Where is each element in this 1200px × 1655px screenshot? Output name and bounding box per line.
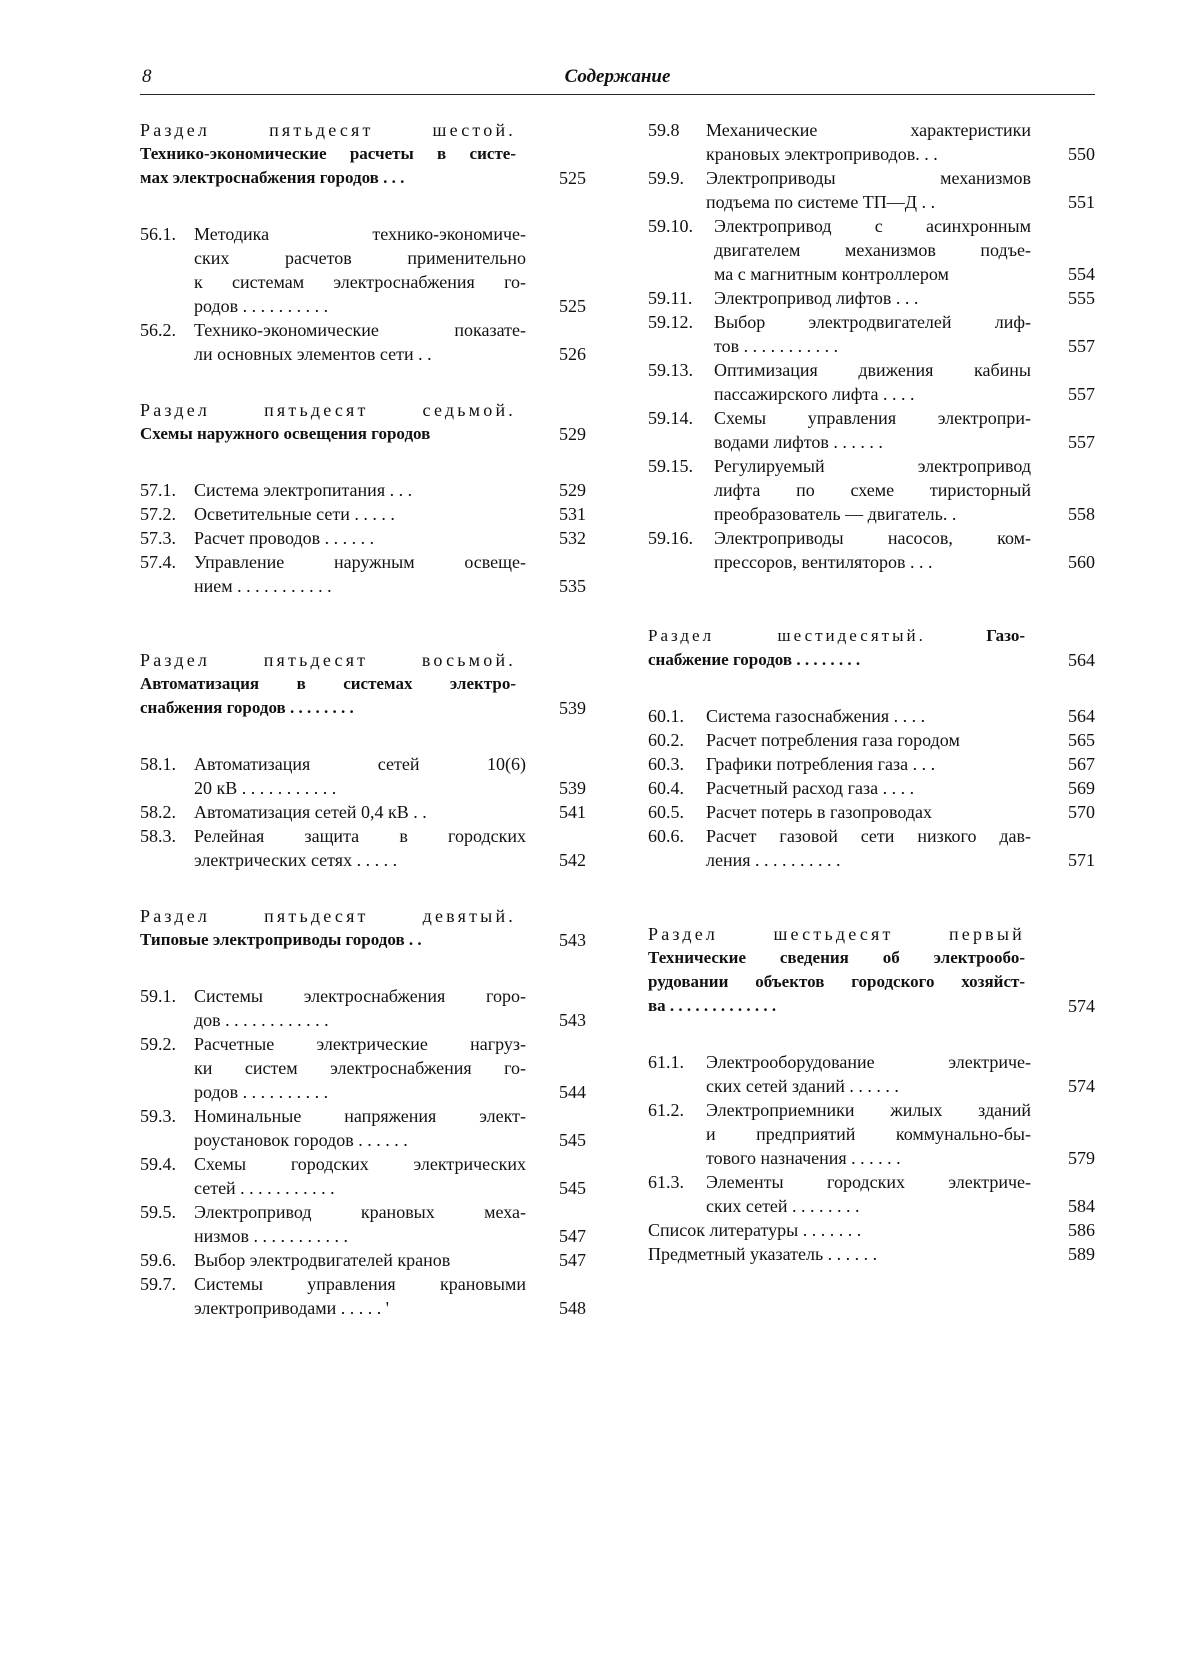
page-ref: 557 bbox=[1068, 336, 1095, 356]
entry-line: Элементы городских электриче- bbox=[706, 1172, 1031, 1192]
toc-entry bbox=[140, 550, 586, 598]
page-ref: 557 bbox=[1068, 432, 1095, 452]
entry-text bbox=[140, 502, 586, 526]
entry-line: Управление наружным освеще- bbox=[194, 552, 526, 572]
page-ref: 547 bbox=[559, 1250, 586, 1270]
entry-number: 57.1. bbox=[140, 480, 176, 500]
section-heading bbox=[648, 624, 1095, 672]
entry-number: 59.11. bbox=[648, 288, 693, 308]
spacer bbox=[648, 1018, 1095, 1050]
entry-number: 59.5. bbox=[140, 1202, 176, 1222]
entry-number: 59.2. bbox=[140, 1034, 176, 1054]
entry-line: ских сетей зданий . . . . . . bbox=[706, 1076, 899, 1096]
toc-entry bbox=[648, 1170, 1095, 1218]
entry-line: двигателем механизмов подъе- bbox=[714, 240, 1031, 260]
entry-text bbox=[140, 824, 586, 872]
entry-line: преобразователь — двигатель. . bbox=[714, 504, 957, 524]
toc-entry bbox=[648, 728, 1095, 752]
spacer bbox=[140, 190, 586, 222]
entry-line: Электрооборудование электриче- bbox=[706, 1052, 1031, 1072]
page-ref: 558 bbox=[1068, 504, 1095, 524]
entry-number: 57.3. bbox=[140, 528, 176, 548]
page-number: 8 bbox=[142, 66, 152, 87]
entry-text bbox=[140, 800, 586, 824]
entry-text bbox=[648, 358, 1095, 406]
entry-text bbox=[140, 1248, 586, 1272]
entry-text bbox=[648, 406, 1095, 454]
toc-entry bbox=[140, 752, 586, 800]
toc-entry bbox=[140, 1200, 586, 1248]
section-heading bbox=[140, 648, 586, 720]
entry-text bbox=[648, 752, 1095, 776]
entry-text bbox=[648, 526, 1095, 574]
entry-line: Электропривод крановых меха- bbox=[194, 1202, 526, 1222]
toc-entry bbox=[140, 1104, 586, 1152]
page-ref: 564 bbox=[1068, 650, 1095, 670]
toc-entry bbox=[648, 1242, 1095, 1266]
entry-number: 60.1. bbox=[648, 706, 684, 726]
entry-line: подъема по системе ТП—Д . . bbox=[706, 192, 936, 212]
entry-line: низмов . . . . . . . . . . . bbox=[194, 1226, 349, 1246]
entry-text bbox=[140, 222, 586, 318]
spacer bbox=[140, 952, 586, 984]
toc-left-column bbox=[140, 118, 586, 1320]
entry-number: 60.4. bbox=[648, 778, 684, 798]
entry-text bbox=[648, 214, 1095, 286]
toc-entry bbox=[648, 1218, 1095, 1242]
toc-entry bbox=[140, 824, 586, 872]
page-ref: 550 bbox=[1068, 144, 1095, 164]
entry-number: 59.4. bbox=[140, 1154, 176, 1174]
toc-entry bbox=[648, 214, 1095, 286]
title-line: Технические сведения об электрообо- bbox=[648, 948, 1025, 967]
page-ref: 551 bbox=[1068, 192, 1095, 212]
page-ref: 529 bbox=[559, 480, 586, 500]
page-ref: 532 bbox=[559, 528, 586, 548]
entry-line: водами лифтов . . . . . . bbox=[714, 432, 883, 452]
entry-text bbox=[140, 118, 586, 190]
entry-number: 57.4. bbox=[140, 552, 176, 572]
entry-line: родов . . . . . . . . . . bbox=[194, 1082, 329, 1102]
entry-line: Расчетный расход газа . . . . bbox=[706, 778, 915, 798]
entry-line: Выбор электродвигателей лиф- bbox=[714, 312, 1031, 332]
entry-text bbox=[140, 550, 586, 598]
entry-text bbox=[648, 118, 1095, 166]
entry-number: 59.3. bbox=[140, 1106, 176, 1126]
entry-line: ских расчетов применительно bbox=[194, 248, 526, 268]
toc-entry bbox=[648, 526, 1095, 574]
toc-entry bbox=[140, 1032, 586, 1104]
entry-line: Электроприводы механизмов bbox=[706, 168, 1031, 188]
page-ref: 529 bbox=[559, 424, 586, 444]
toc-entry bbox=[140, 526, 586, 550]
page-header bbox=[140, 64, 1095, 95]
title-line: Типовые электроприводы городов . . bbox=[140, 930, 422, 949]
section-label: Раздел пятьдесят седьмой. bbox=[140, 400, 516, 420]
toc-entry bbox=[648, 286, 1095, 310]
entry-line: Расчет потребления газа городом bbox=[706, 730, 960, 750]
page-ref: 571 bbox=[1068, 850, 1095, 870]
entry-line: к системам электроснабжения го- bbox=[194, 272, 526, 292]
toc-entry bbox=[648, 752, 1095, 776]
entry-text bbox=[648, 800, 1095, 824]
spacer bbox=[648, 872, 1095, 922]
spacer bbox=[140, 366, 586, 398]
entry-number: 56.1. bbox=[140, 224, 176, 244]
entry-line: 20 кВ . . . . . . . . . . . bbox=[194, 778, 337, 798]
entry-text bbox=[648, 824, 1095, 872]
entry-line: Предметный указатель . . . . . . bbox=[648, 1244, 878, 1264]
title-line: Схемы наружного освещения городов bbox=[140, 424, 431, 443]
entry-line: ления . . . . . . . . . . bbox=[706, 850, 841, 870]
page-ref: 545 bbox=[559, 1130, 586, 1150]
entry-number: 58.2. bbox=[140, 802, 176, 822]
section-label: Раздел пятьдесят девятый. bbox=[140, 906, 516, 926]
section-heading bbox=[140, 118, 586, 190]
title-line: мах электроснабжения городов . . . bbox=[140, 168, 405, 187]
entry-line: сетей . . . . . . . . . . . bbox=[194, 1178, 335, 1198]
entry-text bbox=[140, 904, 586, 952]
page-ref: 539 bbox=[559, 778, 586, 798]
running-title: Содержание bbox=[564, 66, 671, 87]
entry-line: Электропривод с асинхронным bbox=[714, 216, 1031, 236]
entry-number: 58.1. bbox=[140, 754, 176, 774]
page-ref: 569 bbox=[1068, 778, 1095, 798]
toc-entry bbox=[648, 166, 1095, 214]
entry-line: дов . . . . . . . . . . . . bbox=[194, 1010, 329, 1030]
entry-text bbox=[140, 1104, 586, 1152]
section-heading bbox=[140, 398, 586, 446]
entry-text bbox=[648, 776, 1095, 800]
entry-line: Автоматизация сетей 0,4 кВ . . bbox=[194, 802, 427, 822]
page-ref: 574 bbox=[1068, 1076, 1095, 1096]
spacer bbox=[648, 574, 1095, 624]
entry-number: 59.9. bbox=[648, 168, 684, 188]
entry-line: электрических сетях . . . . . bbox=[194, 850, 398, 870]
entry-line: Электропривод лифтов . . . bbox=[714, 288, 919, 308]
entry-line: Системы электроснабжения горо- bbox=[194, 986, 526, 1006]
entry-line: Схемы городских электрических bbox=[194, 1154, 526, 1174]
entry-text bbox=[140, 1032, 586, 1104]
entry-text bbox=[648, 1098, 1095, 1170]
toc-entry bbox=[648, 1098, 1095, 1170]
title-line: ва . . . . . . . . . . . . . bbox=[648, 996, 777, 1015]
title-line bbox=[648, 624, 1025, 648]
toc-entry bbox=[140, 478, 586, 502]
page-ref: 570 bbox=[1068, 802, 1095, 822]
toc-entry bbox=[140, 984, 586, 1032]
entry-text bbox=[648, 922, 1095, 1018]
entry-text bbox=[140, 648, 586, 720]
entry-number: 56.2. bbox=[140, 320, 176, 340]
entry-line: Регулируемый электропривод bbox=[714, 456, 1031, 476]
entry-line: Расчет потерь в газопроводах bbox=[706, 802, 933, 822]
section-heading bbox=[648, 922, 1095, 1018]
entry-text bbox=[648, 1242, 1095, 1266]
page-ref: 539 bbox=[559, 698, 586, 718]
spacer bbox=[140, 720, 586, 752]
entry-number: 58.3. bbox=[140, 826, 176, 846]
entry-line: Номинальные напряжения элект- bbox=[194, 1106, 526, 1126]
toc-entry bbox=[140, 1248, 586, 1272]
section-title bbox=[648, 624, 1025, 672]
toc-entry bbox=[648, 776, 1095, 800]
toc-entry bbox=[140, 1272, 586, 1320]
entry-text bbox=[140, 752, 586, 800]
entry-line: роустановок городов . . . . . . bbox=[194, 1130, 408, 1150]
entry-text bbox=[648, 728, 1095, 752]
entry-line: Релейная защита в городских bbox=[194, 826, 526, 846]
spacer bbox=[648, 672, 1095, 704]
toc-entry bbox=[648, 310, 1095, 358]
entry-line: Оптимизация движения кабины bbox=[714, 360, 1031, 380]
entry-number: 61.2. bbox=[648, 1100, 684, 1120]
entry-line: Осветительные сети . . . . . bbox=[194, 504, 395, 524]
entry-number: 59.8 bbox=[648, 120, 680, 140]
page-ref: 584 bbox=[1068, 1196, 1095, 1216]
entry-line: Система электропитания . . . bbox=[194, 480, 413, 500]
entry-number: 60.6. bbox=[648, 826, 684, 846]
entry-line: Электроприводы насосов, ком- bbox=[714, 528, 1031, 548]
title-text: Газо- bbox=[986, 626, 1025, 645]
section-label: Раздел пятьдесят восьмой. bbox=[140, 650, 516, 670]
entry-line: ма с магнитным контроллером bbox=[714, 264, 949, 284]
entry-line: Электроприемники жилых зданий bbox=[706, 1100, 1031, 1120]
page-ref: 548 bbox=[559, 1298, 586, 1318]
entry-number: 59.15. bbox=[648, 456, 693, 476]
entry-text bbox=[140, 1272, 586, 1320]
entry-text bbox=[140, 984, 586, 1032]
entry-number: 60.2. bbox=[648, 730, 684, 750]
entry-text bbox=[140, 478, 586, 502]
entry-line: родов . . . . . . . . . . bbox=[194, 296, 329, 316]
toc-right-column bbox=[648, 118, 1095, 1266]
page-ref: 526 bbox=[559, 344, 586, 364]
toc-entry bbox=[648, 824, 1095, 872]
entry-line: ли основных элементов сети . . bbox=[194, 344, 432, 364]
entry-line: тового назначения . . . . . . bbox=[706, 1148, 901, 1168]
toc-entry bbox=[648, 454, 1095, 526]
entry-line: тов . . . . . . . . . . . bbox=[714, 336, 839, 356]
page-ref: 543 bbox=[559, 930, 586, 950]
entry-number: 59.1. bbox=[140, 986, 176, 1006]
entry-line: и предприятий коммунально-бы- bbox=[706, 1124, 1031, 1144]
section-title bbox=[140, 422, 516, 446]
toc-entry bbox=[140, 502, 586, 526]
entry-number: 59.6. bbox=[140, 1250, 176, 1270]
toc-entry bbox=[648, 704, 1095, 728]
entry-line: Расчет газовой сети низкого дав- bbox=[706, 826, 1031, 846]
entry-number: 60.3. bbox=[648, 754, 684, 774]
toc-entry bbox=[648, 800, 1095, 824]
entry-line: Выбор электродвигателей кранов bbox=[194, 1250, 451, 1270]
entry-text bbox=[648, 1218, 1095, 1242]
section-title bbox=[648, 946, 1025, 1018]
spacer bbox=[140, 598, 586, 648]
entry-line: нием . . . . . . . . . . . bbox=[194, 576, 332, 596]
entry-line: прессоров, вентиляторов . . . bbox=[714, 552, 933, 572]
entry-line: Методика технико-экономиче- bbox=[194, 224, 526, 244]
title-line: снабжения городов . . . . . . . . bbox=[140, 698, 354, 717]
section-label: Раздел шестьдесят первый bbox=[648, 924, 1025, 944]
page-ref: 547 bbox=[559, 1226, 586, 1246]
section-label: Раздел шестидесятый. bbox=[648, 626, 926, 645]
entry-text bbox=[648, 166, 1095, 214]
entry-line: пассажирского лифта . . . . bbox=[714, 384, 915, 404]
section-title bbox=[140, 672, 516, 720]
page-ref: 589 bbox=[1068, 1244, 1095, 1264]
entry-number: 61.3. bbox=[648, 1172, 684, 1192]
entry-line: крановых электроприводов. . . bbox=[706, 144, 938, 164]
toc-entry bbox=[140, 1152, 586, 1200]
spacer bbox=[140, 872, 586, 904]
entry-line: электроприводами . . . . . ' bbox=[194, 1298, 390, 1318]
entry-text bbox=[648, 704, 1095, 728]
entry-text bbox=[140, 318, 586, 366]
page-ref: 545 bbox=[559, 1178, 586, 1198]
section-heading bbox=[140, 904, 586, 952]
entry-line: Графики потребления газа . . . bbox=[706, 754, 936, 774]
page-ref: 525 bbox=[559, 168, 586, 188]
page-ref: 560 bbox=[1068, 552, 1095, 572]
entry-text bbox=[140, 1152, 586, 1200]
entry-text bbox=[140, 398, 586, 446]
entry-text bbox=[140, 1200, 586, 1248]
section-title bbox=[140, 928, 516, 952]
toc-entry bbox=[140, 800, 586, 824]
entry-number: 61.1. bbox=[648, 1052, 684, 1072]
entry-number: 59.16. bbox=[648, 528, 693, 548]
page-ref: 531 bbox=[559, 504, 586, 524]
entry-line: Системы управления крановыми bbox=[194, 1274, 526, 1294]
entry-number: 59.14. bbox=[648, 408, 693, 428]
page-ref: 557 bbox=[1068, 384, 1095, 404]
entry-text bbox=[648, 310, 1095, 358]
title-line: Автоматизация в системах электро- bbox=[140, 674, 516, 693]
toc-entry bbox=[648, 118, 1095, 166]
entry-line: Система газоснабжения . . . . bbox=[706, 706, 926, 726]
entry-text bbox=[648, 454, 1095, 526]
title-line: Технико-экономические расчеты в систе- bbox=[140, 144, 516, 163]
page-ref: 554 bbox=[1068, 264, 1095, 284]
entry-number: 60.5. bbox=[648, 802, 684, 822]
entry-line: Автоматизация сетей 10(6) bbox=[194, 754, 526, 774]
entry-line: лифта по схеме тиристорный bbox=[714, 480, 1031, 500]
page-ref: 525 bbox=[559, 296, 586, 316]
entry-text bbox=[648, 1050, 1095, 1098]
page-ref: 535 bbox=[559, 576, 586, 596]
toc-entry bbox=[648, 1050, 1095, 1098]
entry-line: ских сетей . . . . . . . . bbox=[706, 1196, 860, 1216]
page-ref: 541 bbox=[559, 802, 586, 822]
page-ref: 574 bbox=[1068, 996, 1095, 1016]
page-ref: 586 bbox=[1068, 1220, 1095, 1240]
page-ref: 543 bbox=[559, 1010, 586, 1030]
page-ref: 544 bbox=[559, 1082, 586, 1102]
entry-line: Расчет проводов . . . . . . bbox=[194, 528, 375, 548]
entry-number: 59.10. bbox=[648, 216, 693, 236]
entry-line: Схемы управления электропри- bbox=[714, 408, 1031, 428]
entry-text bbox=[648, 286, 1095, 310]
section-label: Раздел пятьдесят шестой. bbox=[140, 120, 516, 140]
entry-line: Расчетные электрические нагруз- bbox=[194, 1034, 526, 1054]
entry-text bbox=[648, 1170, 1095, 1218]
page-ref: 555 bbox=[1068, 288, 1095, 308]
toc-entry bbox=[648, 406, 1095, 454]
toc-entry bbox=[140, 222, 586, 318]
entry-number: 57.2. bbox=[140, 504, 176, 524]
entry-line: Список литературы . . . . . . . bbox=[648, 1220, 862, 1240]
page-ref: 567 bbox=[1068, 754, 1095, 774]
entry-text bbox=[648, 624, 1095, 672]
toc-entry bbox=[140, 318, 586, 366]
page-ref: 564 bbox=[1068, 706, 1095, 726]
page-ref: 542 bbox=[559, 850, 586, 870]
entry-text bbox=[140, 526, 586, 550]
entry-number: 59.12. bbox=[648, 312, 693, 332]
spacer bbox=[140, 446, 586, 478]
entry-line: Технико-экономические показате- bbox=[194, 320, 526, 340]
page-ref: 565 bbox=[1068, 730, 1095, 750]
entry-line: Механические характеристики bbox=[706, 120, 1031, 140]
entry-line: ки систем электроснабжения го- bbox=[194, 1058, 526, 1078]
entry-number: 59.13. bbox=[648, 360, 693, 380]
entry-number: 59.7. bbox=[140, 1274, 176, 1294]
page-ref: 579 bbox=[1068, 1148, 1095, 1168]
section-title bbox=[140, 142, 516, 190]
title-line: снабжение городов . . . . . . . . bbox=[648, 650, 861, 669]
toc-entry bbox=[648, 358, 1095, 406]
title-line: рудовании объектов городского хозяйст- bbox=[648, 972, 1025, 991]
